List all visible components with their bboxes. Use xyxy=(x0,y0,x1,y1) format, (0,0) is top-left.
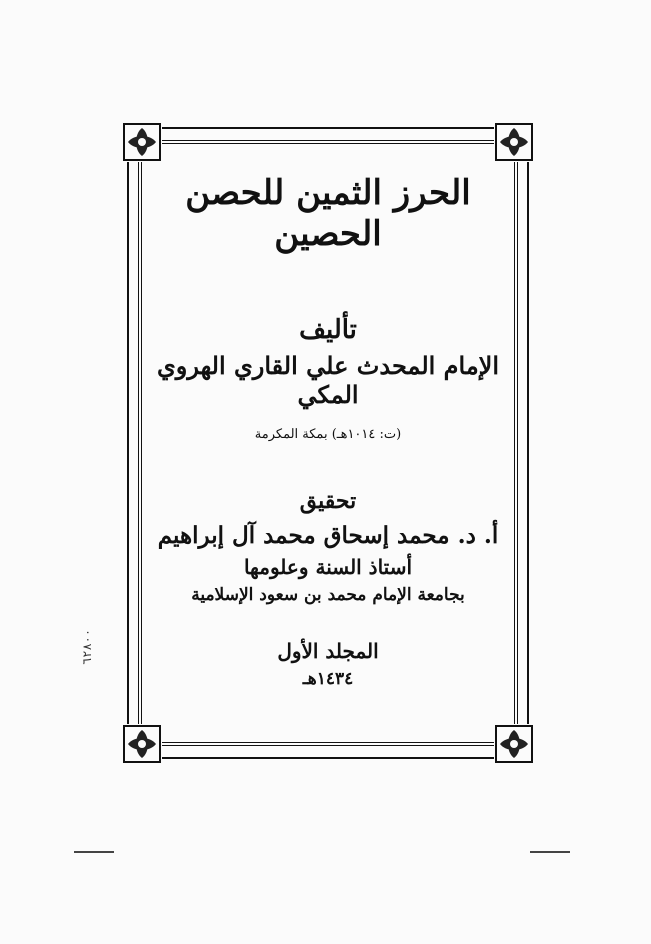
corner-ornament-bottom-left xyxy=(122,724,162,764)
title-page-content xyxy=(150,165,506,689)
editor-name: أ. د. محمد إسحاق محمد آل إبراهيم xyxy=(157,521,499,549)
authorship-label: تأليف xyxy=(299,314,357,345)
death-note: (ت: ١٠١٤هـ) بمكة المكرمة xyxy=(254,426,402,442)
margin-handwritten-number: ٦٢٨٠٠ xyxy=(80,628,94,665)
author-name: الإمام المحدث علي القاري الهروي المكي xyxy=(156,350,500,409)
scan-mark-right xyxy=(530,851,570,853)
corner-ornament-bottom-right xyxy=(494,724,534,764)
publication-year: ١٤٣٤هـ xyxy=(302,668,354,689)
volume-label: المجلد الأول xyxy=(277,638,379,663)
corner-ornament-top-right xyxy=(494,122,534,162)
scan-mark-left xyxy=(74,851,114,853)
editor-position: أستاذ السنة وعلومها xyxy=(243,554,413,579)
book-title: الحرز الثمين للحصن الحصين xyxy=(185,173,471,254)
corner-ornament-top-left xyxy=(122,122,162,162)
university: بجامعة الإمام محمد بن سعود الإسلامية xyxy=(191,584,465,605)
editing-label: تحقيق xyxy=(299,487,357,514)
